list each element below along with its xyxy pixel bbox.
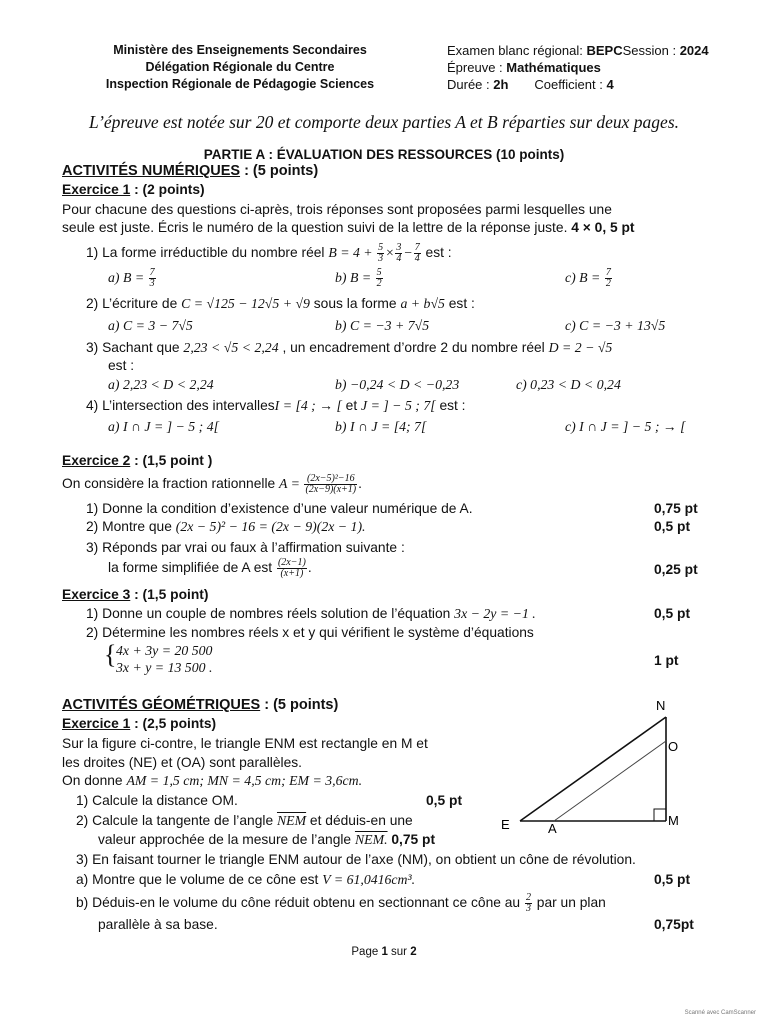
system-eq-2: 3x + y = 13 500 . [116, 660, 213, 675]
ex3-q1 [86, 606, 536, 622]
inspection-line: Inspection Régionale de Pédagogie Sciences [105, 77, 375, 91]
geo-qb-points: 0,75pt [654, 917, 694, 932]
triangle-figure [490, 695, 720, 835]
footer-page-num: 1 [381, 946, 388, 958]
q3-d: D = 2 − √5 [548, 340, 613, 355]
duree-value: 2h [493, 77, 509, 92]
geo-ex1-title [62, 716, 216, 731]
geo-q3: 3) En faisant tourner le triangle ENM autour de l’axe (NM), on obtient un cône de révolution. [76, 852, 636, 867]
q4-option-b: b) I ∩ J = [4; 7[ [335, 419, 427, 434]
footer-page: Page [351, 946, 382, 958]
frac-7-4: $\frac{7}{4}$ [414, 242, 420, 264]
label-m: M [668, 813, 679, 828]
q3-mid: , un encadrement d’ordre 2 du nombre réel [278, 340, 549, 355]
q3-text: 3) Sachant que [86, 340, 184, 355]
ex1-intro-2-text: seule est juste. Écris le numéro de la question suivi de la lettre de la réponse juste. [62, 220, 568, 235]
ex2-title-text: Exercice 2 [62, 453, 131, 468]
ex3-title [62, 587, 208, 602]
frac-2-3: $\frac{2}{3}$ [525, 892, 531, 914]
q4-end: est : [435, 398, 466, 413]
angle-nem-2: NEM. [354, 832, 388, 847]
frac-simplified: $\frac{(2x-1)}{(x+1)}$ [277, 557, 306, 579]
geo-q1: 1) Calcule la distance OM. [76, 793, 238, 808]
ex1-q1: 1) La forme irréductible du nombre réel B = 4 + $\frac{5}{3}$ × $\frac{3}{4}$ − $\frac{7}{4}$ est : [86, 242, 452, 264]
coef-label: Coefficient : [534, 77, 607, 92]
q3-option-a: a) 2,23 < D < 2,24 [108, 377, 214, 392]
right-angle-marker [654, 809, 666, 821]
ex2-q2-expr: (2x − 5)² − 16 = (2x − 9)(2x − 1). [175, 519, 366, 534]
q4-option-a: a) I ∩ J = ] − 5 ; 4[ [108, 419, 219, 434]
ex2-q3-line: la forme simplifiée de A est $\frac{(2x-1)}{(x+1)}$ . [108, 557, 312, 579]
q4-text: 4) L’intersection des intervalles [86, 398, 275, 413]
ex1-q4 [86, 398, 466, 414]
label-o: O [668, 739, 679, 754]
geo-q1-points: 0,5 pt [426, 793, 463, 808]
geo-q2-line-2 [98, 832, 435, 848]
ex3-q1-expr: 3x − 2y = −1 . [454, 606, 536, 621]
header-exam-info [447, 42, 709, 93]
ex1-q2 [86, 296, 475, 312]
ex2-q2-text: 2) Montre que [86, 519, 176, 534]
header-institution [40, 42, 440, 93]
epreuve-value: Mathématiques [506, 60, 601, 75]
geo-line-2: les droites (NE) et (OA) sont parallèles. [62, 755, 302, 770]
q1-c-label: c) B = [565, 270, 604, 286]
geo-qa [76, 872, 415, 888]
numeric-heading [62, 163, 318, 179]
ex1-title [62, 182, 205, 197]
frac-3-4: $\frac{3}{4}$ [396, 242, 402, 264]
delegation-line: Délégation Régionale du Centre [145, 60, 335, 74]
label-a: A [548, 821, 557, 835]
q3-option-b: b) −0,24 < D < −0,23 [335, 377, 460, 392]
q1-option-b [335, 268, 384, 289]
footer-page-total: 2 [410, 946, 417, 958]
q2-end: est : [444, 296, 475, 311]
ex1-q3 [86, 340, 612, 356]
ex2-title [62, 453, 212, 468]
q2-expr: C = √125 − 12√5 + √9 [181, 296, 310, 311]
q4-j: J = ] − 5 ; 7[ [361, 398, 436, 413]
q3-expr: 2,23 < √5 < 2,24 [183, 340, 279, 355]
session-value: 2024 [679, 43, 709, 58]
geo-qb-line-2: parallèle à sa base. [98, 917, 218, 932]
geo-ex1-title-text: Exercice 1 [62, 716, 131, 731]
ex3-q2: 2) Détermine les nombres réels x et y qui vérifient le système d’équations [86, 625, 534, 640]
q1-end: est : [421, 245, 452, 261]
geometry-heading [62, 697, 338, 713]
frac-A: $\frac{\text{(2x−5)²−16}}{(2x-9)(x+1)}$ [305, 473, 357, 495]
ex3-q1-text: 1) Donne un couple de nombres réels solution de l’équation [86, 606, 455, 621]
geometry-heading-text: ACTIVITÉS GÉOMÉTRIQUES [62, 697, 261, 713]
ex1-points: : (2 points) [130, 182, 205, 197]
q2-mid: sous la forme [309, 296, 401, 311]
session-label: Session : [622, 43, 680, 58]
geo-qb [76, 893, 606, 914]
exam-value: BEPC [586, 43, 623, 58]
ex3-q1-points: 0,5 pt [654, 606, 691, 621]
angle-nem: $\overline{NEM}$ [276, 813, 307, 828]
frac-7-2: $\frac{7}{2}$ [605, 267, 611, 289]
numeric-heading-points: : (5 points) [240, 163, 319, 179]
q2-option-c: c) C = −3 + 13√5 [565, 318, 666, 333]
ex1-intro-points: 4 × 0, 5 pt [571, 220, 635, 235]
geometry-heading-points: : (5 points) [260, 697, 339, 713]
q1-expr: B = 4 + [328, 245, 377, 261]
geo-line-3 [62, 773, 362, 789]
ex2-q3-line-text: la forme simplifiée de A est [108, 560, 276, 576]
geo-qb-text: b) Déduis-en le volume du cône réduit obtenu en sectionnant ce cône au [76, 895, 524, 911]
ministry-line: Ministère des Enseignements Secondaires [113, 43, 367, 57]
ex2-intro-expr: A = [279, 476, 304, 492]
frac-7-3: $\frac{7}{3}$ [149, 267, 155, 289]
duree-label: Durée : [447, 77, 494, 92]
ex3-points: : (1,5 point) [130, 587, 209, 602]
part-a-title: PARTIE A : ÉVALUATION DES RESSOURCES (10 points) [203, 147, 565, 162]
geo-line-1: Sur la figure ci-contre, le triangle ENM est rectangle en M et [62, 736, 428, 751]
geo-q2-end: et déduis-en une [306, 813, 413, 828]
q1-option-a [108, 268, 157, 289]
q2-option-a: a) C = 3 − 7√5 [108, 318, 193, 333]
ex1-intro-2 [62, 220, 635, 235]
exam-intro: L’épreuve est notée sur 20 et comporte deux parties A et B réparties sur deux pages. [88, 112, 680, 132]
geo-qa-text: a) Montre que le volume de ce cône est [76, 872, 323, 887]
exam-label: Examen blanc régional: [447, 43, 587, 58]
ex2-q2-points: 0,5 pt [654, 519, 691, 534]
ex2-q3: 3) Réponds par vrai ou faux à l’affirmation suivante : [86, 540, 405, 555]
segment-ao [554, 741, 666, 821]
scanner-watermark: Scanné avec CamScanner [684, 1010, 756, 1016]
frac-5-3: $\frac{5}{3}$ [378, 242, 384, 264]
geo-qa-expr: V = 61,0416cm³. [322, 872, 416, 887]
ex2-q1: 1) Donne la condition d’existence d’une valeur numérique de A. [86, 501, 473, 516]
q1-a-label: a) B = [108, 270, 148, 286]
q2-option-b: b) C = −3 + 7√5 [335, 318, 430, 333]
q2-text: 2) L’écriture de [86, 296, 182, 311]
geo-qb-end: par un plan [532, 895, 606, 911]
ex3-q2-points: 1 pt [654, 653, 679, 668]
q3-end: est : [108, 358, 135, 373]
q3-option-c: c) 0,23 < D < 0,24 [516, 377, 621, 392]
geo-line-3-text: On donne [62, 773, 127, 788]
geo-q2 [76, 813, 413, 829]
ex2-points: : (1,5 point ) [130, 453, 213, 468]
segment-en [520, 717, 666, 821]
ex2-q1-points: 0,75 pt [654, 501, 698, 516]
geo-q2-text: 2) Calcule la tangente de l’angle [76, 813, 277, 828]
geo-q2c-text: valeur approchée de la mesure de l’angle [98, 832, 355, 847]
geo-qa-points: 0,5 pt [654, 872, 691, 887]
geo-q2-points: 0,75 pt [391, 832, 436, 847]
ex2-q3-points: 0,25 pt [654, 562, 698, 577]
q1-option-c [565, 268, 613, 289]
ex3-title-text: Exercice 3 [62, 587, 131, 602]
footer-sur: sur [387, 946, 411, 958]
q1-b-label: b) B = [335, 270, 375, 286]
frac-5-2: $\frac{5}{2}$ [376, 267, 382, 289]
ex1-title-text: Exercice 1 [62, 182, 131, 197]
ex2-q2 [86, 519, 366, 535]
ex1-intro-1: Pour chacune des questions ci-après, trois réponses sont proposées parmi lesquelles une [62, 202, 612, 217]
ex2-intro-text: On considère la fraction rationnelle [62, 476, 280, 492]
geo-line-3-expr: AM = 1,5 cm; MN = 4,5 cm; EM = 3,6cm. [126, 773, 363, 788]
ex2-intro: On considère la fraction rationnelle A = $\frac{\text{(2x−5)²−16}}{(2x-9)(x+1)}$ . [62, 473, 362, 495]
system-brace: { [104, 640, 117, 669]
q4-option-c: c) I ∩ J = ] − 5 ; → [ [565, 419, 686, 434]
label-e: E [501, 817, 510, 832]
epreuve-label: Épreuve : [447, 60, 507, 75]
q4-mid: et [341, 398, 362, 413]
coef-value: 4 [606, 77, 614, 92]
page-footer [0, 946, 768, 958]
label-n: N [656, 698, 666, 713]
system-eq-1: 4x + 3y = 20 500 [116, 643, 213, 658]
q4-i: I = [4 ; → [ [274, 398, 342, 413]
q2-form: a + b√5 [400, 296, 445, 311]
geo-ex1-points: : (2,5 points) [130, 716, 217, 731]
q1-text: 1) La forme irréductible du nombre réel [86, 245, 329, 261]
numeric-heading-text: ACTIVITÉS NUMÉRIQUES [62, 163, 241, 179]
